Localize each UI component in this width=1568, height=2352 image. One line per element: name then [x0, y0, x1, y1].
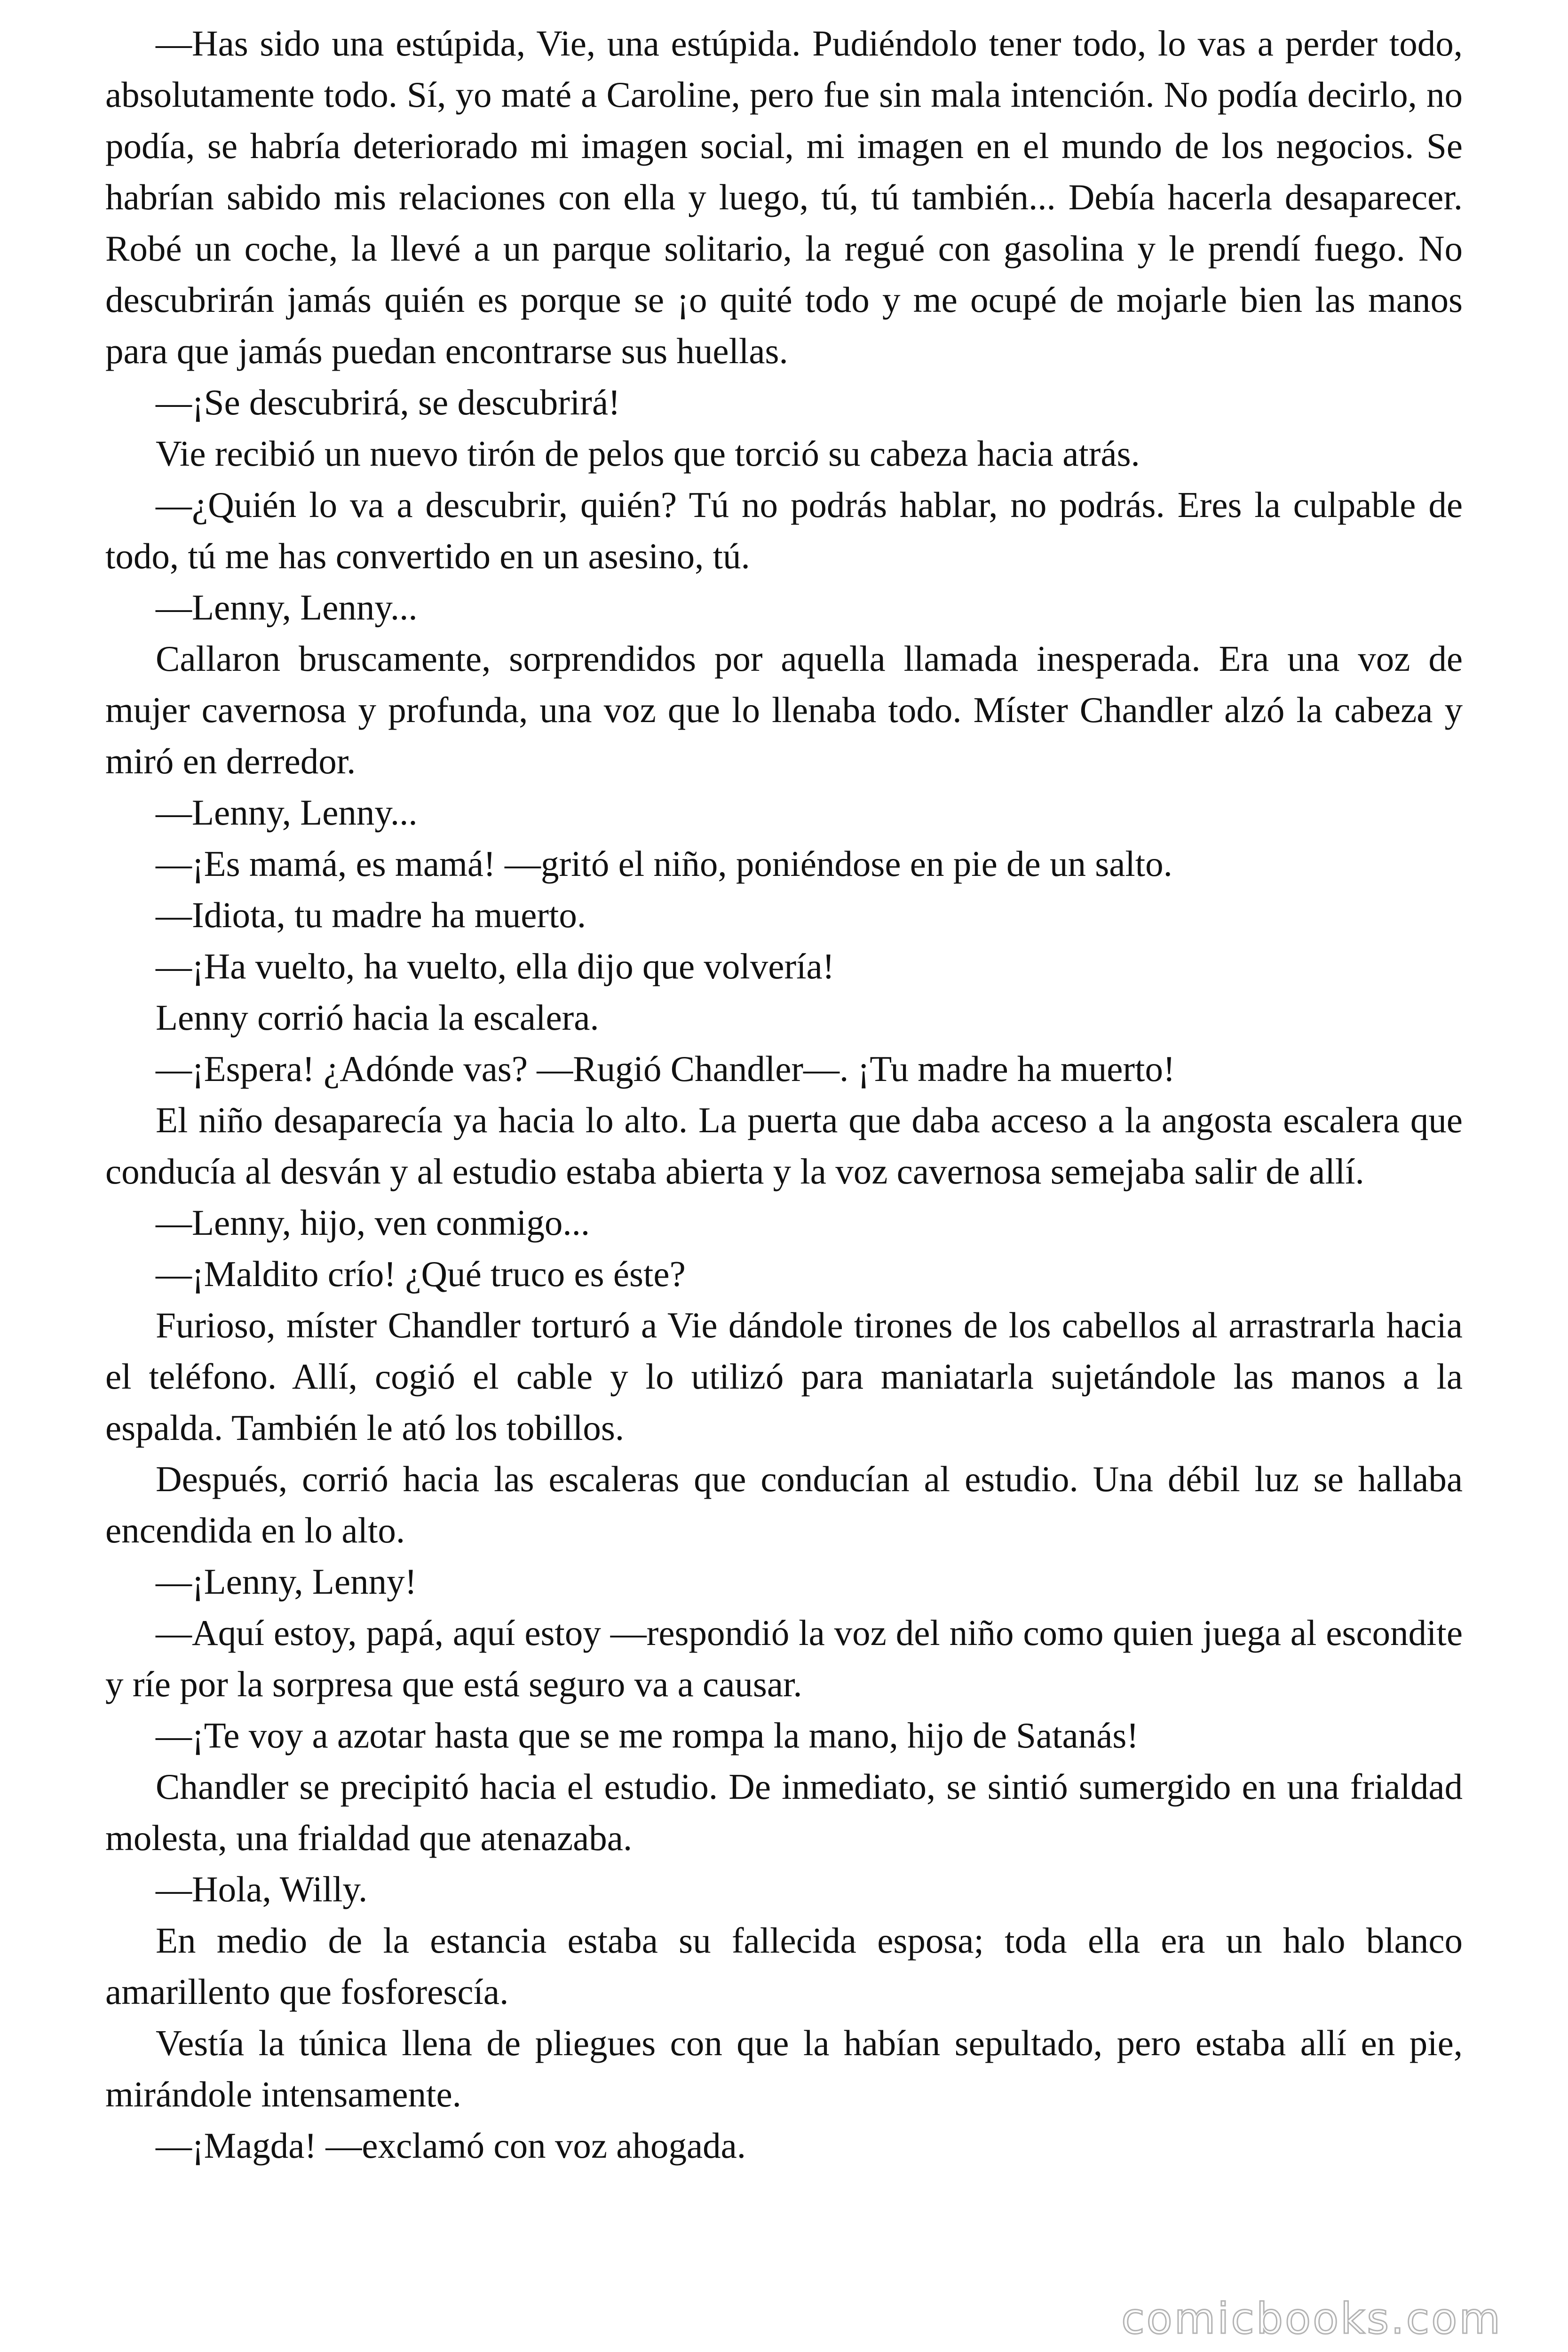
paragraph: —¡Maldito crío! ¿Qué truco es éste? — [156, 1254, 686, 1294]
paragraph: —¡Lenny, Lenny! — [156, 1561, 417, 1602]
paragraph: Chandler se precipitó hacia el estudio. De inmediato, se sintió sumergido en una frialdad molesta, una frialdad que atenazaba. — [105, 1766, 1463, 1858]
paragraph: —¡Ha vuelto, ha vuelto, ella dijo que volvería! — [156, 946, 835, 986]
paragraph: —¡Espera! ¿Adónde vas? —Rugió Chandler—. ¡Tu madre ha muerto! — [156, 1049, 1175, 1089]
paragraph: —¡Magda! —exclamó con voz ahogada. — [156, 2125, 746, 2166]
paragraph: —Lenny, hijo, ven conmigo... — [156, 1202, 590, 1243]
paragraph: —¡Te voy a azotar hasta que se me rompa la mano, hijo de Satanás! — [156, 1715, 1139, 1756]
paragraph: Lenny corrió hacia la escalera. — [156, 997, 599, 1038]
paragraph: Vestía la túnica llena de pliegues con que la habían sepultado, pero estaba allí en pie, mirándole intensamente. — [105, 2023, 1463, 2114]
paragraph: —Lenny, Lenny... — [156, 587, 418, 628]
book-page-text — [105, 18, 1463, 2171]
paragraph: —Aquí estoy, papá, aquí estoy —respondió la voz del niño como quien juega al escondite y ríe por la sorpresa que está seguro va a causar. — [105, 1613, 1463, 1704]
paragraph: —Hola, Willy. — [156, 1869, 368, 1909]
paragraph: Después, corrió hacia las escaleras que conducían al estudio. Una débil luz se hallaba encendida en lo alto. — [105, 1459, 1463, 1550]
paragraph: —Idiota, tu madre ha muerto. — [156, 895, 586, 935]
paragraph: —Lenny, Lenny... — [156, 792, 418, 833]
paragraph: El niño desaparecía ya hacia lo alto. La puerta que daba acceso a la angosta escalera que conducía al desván y al estudio estaba abierta y la voz cavernosa semejaba salir de allí. — [105, 1100, 1463, 1192]
watermark: comicbooks.com — [1121, 2294, 1502, 2344]
paragraph: —Has sido una estúpida, Vie, una estúpida. Pudiéndolo tener todo, lo vas a perder todo, absolutamente todo. Sí, yo maté a Caroline, pero fue sin mala intención. No podía decirlo, no podía, se habría deteriorado mi imagen social, mi imagen en el mundo de los negocios. Se habrían sabido mis relaciones con ella y luego, tú, tú también... Debía hacerla desaparecer. Robé un coche, la llevé a un parque solitario, la regué con gasolina y le prendí fuego. No descubrirán jamás quién es porque se ¡o quité todo y me ocupé de mojarle bien las manos para que jamás puedan encontrarse sus huellas. — [105, 23, 1463, 371]
paragraph: —¡Es mamá, es mamá! —gritó el niño, poniéndose en pie de un salto. — [156, 843, 1172, 884]
paragraph: —¿Quién lo va a descubrir, quién? Tú no podrás hablar, no podrás. Eres la culpable de todo, tú me has convertido en un asesino, tú. — [105, 485, 1463, 576]
paragraph: En medio de la estancia estaba su fallecida esposa; toda ella era un halo blanco amarillento que fosforescía. — [105, 1920, 1463, 2012]
paragraph: Callaron bruscamente, sorprendidos por aquella llamada inesperada. Era una voz de mujer cavernosa y profunda, una voz que lo llenaba todo. Míster Chandler alzó la cabeza y miró en derredor. — [105, 638, 1463, 781]
paragraph: Furioso, míster Chandler torturó a Vie dándole tirones de los cabellos al arrastrarla hacia el teléfono. Allí, cogió el cable y lo utilizó para maniatarla sujetándole las manos a la espalda. También le ató los tobillos. — [105, 1305, 1463, 1448]
paragraph: —¡Se descubrirá, se descubrirá! — [156, 382, 620, 422]
paragraph: Vie recibió un nuevo tirón de pelos que torció su cabeza hacia atrás. — [156, 433, 1140, 474]
